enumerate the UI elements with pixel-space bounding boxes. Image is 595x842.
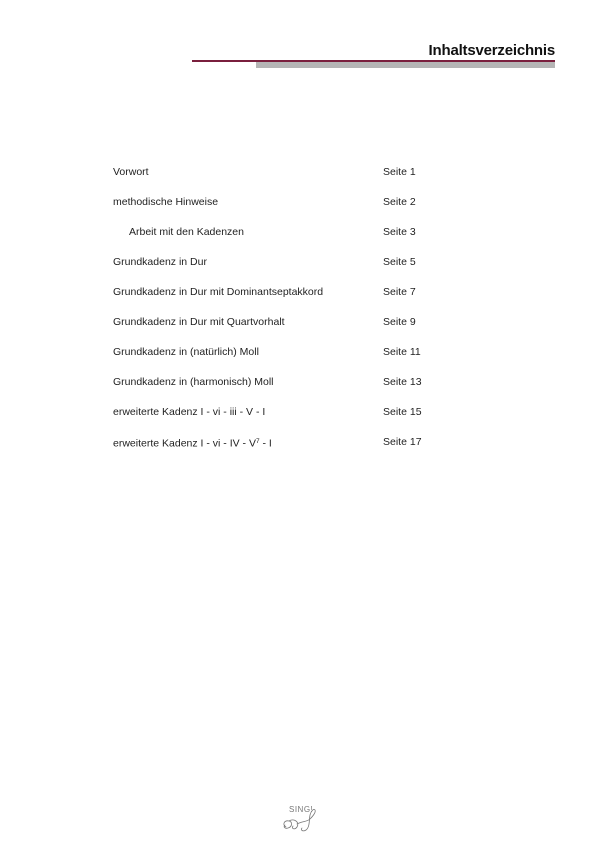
toc-row[interactable] — [113, 255, 443, 285]
toc-row[interactable] — [113, 375, 443, 405]
toc-entry-title: Grundkadenz in (natürlich) Moll — [113, 346, 259, 358]
table-of-contents — [113, 165, 443, 465]
page-title: Inhaltsverzeichnis — [428, 42, 555, 59]
toc-entry-title: Vorwort — [113, 166, 149, 178]
toc-row[interactable] — [113, 165, 443, 195]
toc-page-number: Seite 13 — [383, 376, 422, 388]
toc-entry-title: Grundkadenz in Dur mit Quartvorhalt — [113, 316, 285, 328]
toc-page-number: Seite 11 — [383, 346, 421, 358]
toc-entry-title: Grundkadenz in (harmonisch) Moll — [113, 376, 274, 388]
toc-row[interactable] — [113, 285, 443, 315]
header-rule-gray — [256, 62, 555, 68]
toc-entry-title — [113, 435, 272, 451]
toc-entry-title-end: - I — [259, 437, 272, 450]
toc-row[interactable] — [113, 195, 443, 225]
toc-entry-title-text: erweiterte Kadenz I - vi - IV - V — [113, 437, 256, 450]
toc-row[interactable] — [113, 405, 443, 435]
toc-entry-title: methodische Hinweise — [113, 196, 219, 208]
toc-entry-title: Grundkadenz in Dur — [113, 256, 207, 268]
toc-entry-title: Arbeit mit den Kadenzen — [129, 226, 244, 238]
toc-page-number: Seite 5 — [383, 256, 416, 268]
toc-page-number: Seite 7 — [383, 286, 416, 298]
toc-row[interactable] — [113, 225, 443, 255]
toc-page-number: Seite 17 — [383, 436, 422, 448]
toc-entry-title: Grundkadenz in Dur mit Dominantseptakkord — [113, 286, 324, 298]
toc-entry-title: erweiterte Kadenz I - vi - iii - V - I — [113, 406, 266, 418]
toc-row[interactable] — [113, 435, 443, 465]
toc-page-number: Seite 9 — [383, 316, 416, 328]
logo-text: SING! — [289, 805, 314, 814]
toc-page-number: Seite 1 — [383, 166, 416, 178]
superscript-seven: 7 — [255, 438, 260, 445]
toc-page-number: Seite 3 — [383, 226, 416, 238]
toc-row[interactable] — [113, 315, 443, 345]
toc-page-number: Seite 15 — [383, 406, 422, 418]
toc-page-number: Seite 2 — [383, 196, 416, 208]
toc-row[interactable] — [113, 345, 443, 375]
singi-logo-icon — [280, 800, 330, 832]
